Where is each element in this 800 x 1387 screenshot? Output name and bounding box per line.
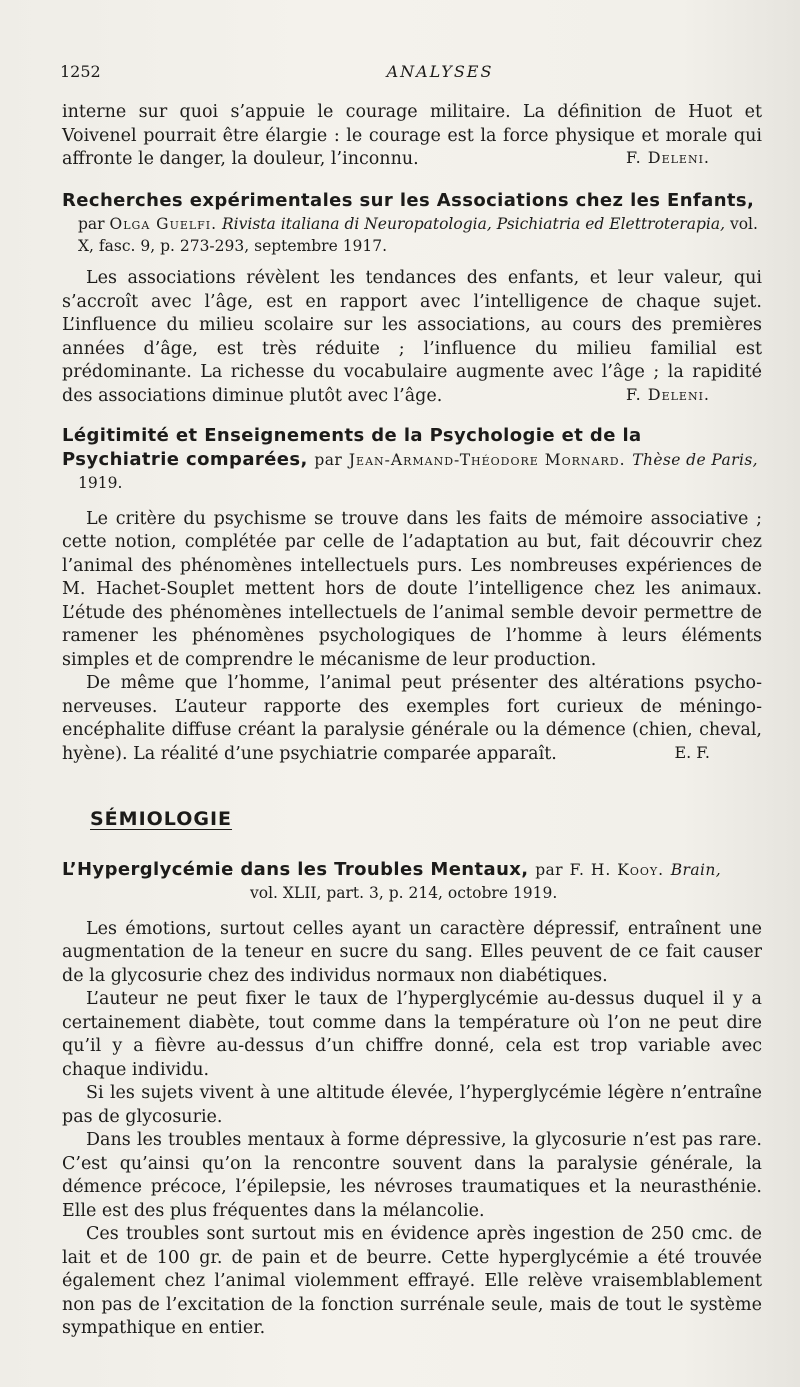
- signature: F. Deleni.: [625, 384, 710, 404]
- article-reference: [62, 213, 762, 257]
- section-heading: SÉMIOLOGIE: [90, 807, 233, 830]
- journal-name: Thèse de Paris,: [632, 450, 758, 469]
- citation: vol. XLII, part. 3, p. 214, octobre 1919.: [250, 883, 558, 902]
- article-author: Olga Guelfi.: [109, 215, 218, 233]
- article-heading: [62, 189, 762, 257]
- article-title-text: Légitimité et Enseignements de la Psychologie et de la Psychiatrie comparées,: [62, 424, 642, 470]
- citation: 1919.: [78, 473, 123, 492]
- article-title: [62, 858, 762, 882]
- journal-name: Brain,: [670, 860, 722, 879]
- article-paragraph: Dans les troubles mentaux à forme dépressive, la glycosurie n’est pas rare. C’est qu’ainsi qu’on la rencontre souvent dans la paralysie générale, la démence précoce, l’épilepsie, les névroses traumatiques et la neurasthénie. Elle est des plus fréquentes dans la mélancolie.: [62, 1130, 762, 1221]
- journal-name: Rivista italiana di Neuropatologia, Psichiatria ed Elettroterapia,: [222, 215, 726, 233]
- running-head: ANALYSES: [386, 62, 494, 81]
- by-word: par: [535, 860, 563, 879]
- signature: E. F.: [674, 742, 710, 762]
- by-word: par: [78, 215, 105, 233]
- article-paragraph: Si les sujets vivent à une altitude élevée, l’hyperglycémie légère n’entraîne pas de glycosurie.: [62, 1083, 762, 1127]
- article-author: F. H. Kooy.: [569, 860, 665, 879]
- article-title: Recherches expérimentales sur les Associations chez les Enfants,: [62, 190, 755, 211]
- article-paragraph: Le critère du psychisme se trouve dans les faits de mémoire associative ; cette notion, complétée par celle de l’adaptation au but, fait découvrir chez l’animal des phénomènes intellectuels purs. Les nombreuses expériences de M. Hachet-Souplet mettent hors de doute l’intelligence chez les animaux. L’étude des phénomènes intellectuels de l’animal semble devoir permettre de ramener les phénomènes psychologiques de l’homme à leurs éléments simples et de comprendre le mécanisme de leur production.: [62, 508, 762, 670]
- article-body: Les associations révèlent les tendances des enfants, et leur valeur, qui s’accroît avec l’âge, est en rapport avec l’intelligence de chaque sujet. L’influence du milieu scolaire sur les associations, au cours des premières années d’âge, est très réduite ; l’influence du milieu familial est prédominante. La richesse du vocabulaire augmente avec l’âge ; la rapidité des associations diminue plutôt avec l’âge.: [62, 268, 762, 406]
- article-paragraph: Les émotions, surtout celles ayant un caractère dépressif, entraînent une augmentation de la teneur en sucre du sang. Elles peuvent de ce fait causer de la glycosurie chez des individus normaux non diabétiques.: [62, 918, 762, 986]
- signature: F. Deleni.: [625, 148, 710, 167]
- article-title-text: L’Hyperglycémie dans les Troubles Mentaux,: [62, 858, 529, 880]
- page-header: [60, 62, 760, 86]
- article-title: [62, 424, 762, 472]
- article-paragraph: De même que l’homme, l’animal peut présenter des altérations psycho-nerveuses. L’auteur rapporte des exemples fort curieux de méningo-encéphalite diffuse créant la paralysie générale ou la démence (chien, cheval, hyène). La réalité d’une psychiatrie comparée apparaît.: [62, 673, 762, 764]
- article-paragraph: L’auteur ne peut fixer le taux de l’hyperglycémie au-dessus duquel il y a certainement diabète, tout comme dans la température où l’on ne peut dire qu’il y a fièvre au-dessus d’un chiffre donné, cela est trop variable avec chaque individu.: [62, 989, 762, 1080]
- by-word: par: [314, 450, 343, 469]
- article-heading: [62, 858, 762, 904]
- article-paragraph: Ces troubles sont surtout mis en évidence après ingestion de 250 cmc. de lait et de 100 gr. de pain et de beurre. Cette hyperglycémie a été trouvée également chez l’animal violemment effrayé. Elle relève vraisemblablement non pas de l’excitation de la fonction surrénale seule, mais de tout le système sympathique en entier.: [62, 1224, 762, 1338]
- page-number: 1252: [60, 62, 101, 81]
- continuation-paragraph: interne sur quoi s’appuie le courage militaire. La définition de Huot et Voivenel pourrait être élargie : le courage est la force physique et morale qui affronte le danger, la douleur, l’inconnu.: [62, 102, 762, 169]
- page-content: [62, 101, 762, 1341]
- article-author: Jean-Armand-Théodore Mornard.: [348, 450, 626, 469]
- article-heading: [62, 424, 762, 494]
- citation: vol. X, fasc. 9, p. 273-293, septembre 1917.: [78, 215, 758, 255]
